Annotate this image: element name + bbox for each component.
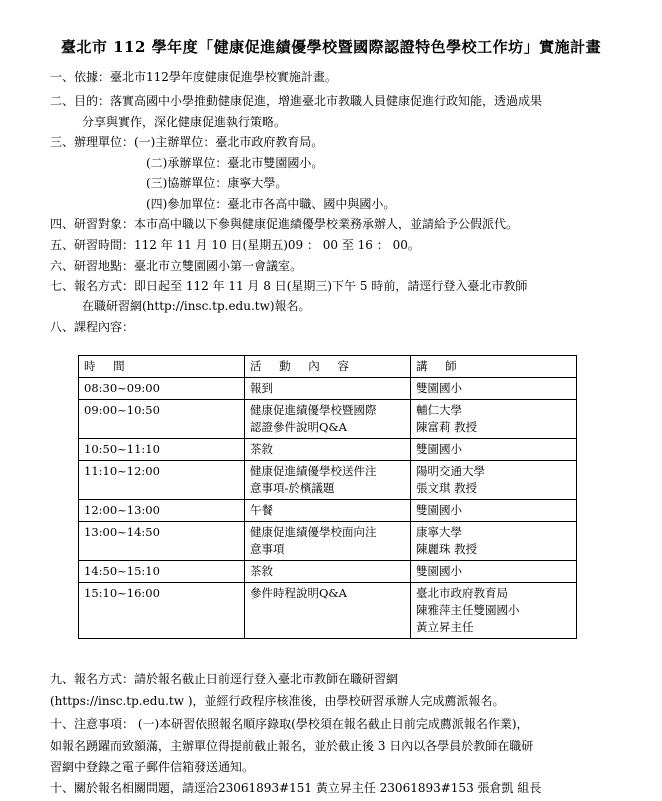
section-signup-line2: (https://insc.tp.edu.tw )，並經行政程序核准後，由學校研習承辦人完成薦派報名。 [50, 694, 505, 708]
schedule-speaker-line: 陳雅萍主任雙園國小 [416, 603, 520, 617]
schedule-time-cell [79, 461, 245, 500]
schedule-speaker-cell [411, 522, 577, 561]
schedule-activity-cell [245, 400, 411, 439]
section-purpose-line2: 分享與實作，深化健康促進執行策略。 [82, 115, 287, 129]
schedule-time: 10:50~11:10 [84, 442, 160, 456]
schedule-time-cell [79, 522, 245, 561]
section-attendees: 四、研習對象：本市高中職以下參與健康促進績優學校業務承辦人，並請給予公假派代。 [50, 217, 519, 231]
schedule-header-row [79, 356, 577, 378]
schedule-time: 11:10~12:00 [84, 464, 160, 478]
schedule-time: 14:50~15:10 [84, 564, 160, 578]
schedule-activity-line: 意事項-於檳議題 [250, 481, 335, 495]
schedule-speaker-cell [411, 439, 577, 461]
schedule-activity-line: 認證參件說明Q&A [250, 420, 347, 434]
schedule-activity-cell [245, 439, 411, 461]
schedule-time: 09:00~10:50 [84, 403, 160, 417]
schedule-speaker-line: 臺北市政府教育局 [416, 586, 508, 600]
schedule-activity-line: 報到 [250, 381, 273, 395]
document-title: 臺北市 112 學年度「健康促進績優學校暨國際認證特色學校工作坊」實施計畫 [60, 38, 602, 56]
table-row [79, 583, 577, 639]
schedule-activity-cell [245, 378, 411, 400]
table-row [79, 500, 577, 522]
schedule-time-cell [79, 378, 245, 400]
schedule-activity-line: 參件時程說明Q&A [250, 586, 347, 600]
schedule-activity-line: 健康促進績優學校暨國際 [250, 403, 377, 417]
schedule-activity-line: 茶敘 [250, 564, 273, 578]
schedule-speaker-cell [411, 400, 577, 439]
section-organizer: 三、辦理單位：(一)主辦單位：臺北市政府教育局。 [50, 135, 324, 149]
schedule-activity-cell [245, 561, 411, 583]
section-notes-line3: 習網中登錄之電子郵件信箱發送通知。 [50, 760, 255, 774]
section-course: 八、課程內容： [50, 320, 135, 334]
schedule-activity-line: 健康促進績優學校面向注 [250, 525, 377, 539]
schedule-speaker-line: 陽明交通大學 [416, 464, 485, 478]
schedule-speaker-cell [411, 583, 577, 639]
schedule-time-cell [79, 583, 245, 639]
section-time: 五、研習時間：112 年 11 月 10 日(星期五)09 ： 00 至 16 ： 00。 [50, 238, 420, 252]
section-notes-line1: 十、注意事項： (一)本研習依照報名順序錄取(學校須在報名截止日前完成薦派報名作業)， [50, 717, 529, 731]
schedule-activity-cell [245, 583, 411, 639]
section-signup-line1: 九、報名方式：請於報名截止日前逕行登入臺北市教師在職研習網 [50, 672, 399, 686]
header-speaker: 講 師 [411, 356, 577, 378]
schedule-time: 13:00~14:50 [84, 525, 160, 539]
table-row [79, 522, 577, 561]
schedule-time-cell [79, 500, 245, 522]
schedule-time-cell [79, 439, 245, 461]
schedule-speaker-cell [411, 561, 577, 583]
schedule-speaker-line: 陳麗珠 教授 [416, 542, 478, 556]
schedule-speaker-line: 雙園國小 [416, 564, 462, 578]
schedule-speaker-line: 雙園國小 [416, 503, 462, 517]
schedule-activity-cell [245, 461, 411, 500]
table-row [79, 561, 577, 583]
schedule-activity-line: 健康促進績優學校送件注 [250, 464, 377, 478]
schedule-time: 12:00~13:00 [84, 503, 160, 517]
table-row [79, 400, 577, 439]
section-registration-line2: 在職研習網(http://insc.tp.edu.tw)報名。 [82, 299, 311, 313]
schedule-activity-line: 茶敘 [250, 442, 273, 456]
section-registration-line1: 七、報名方式：即日起至 112 年 11 月 8 日(星期三)下午 5 時前，請逕行登入臺北市教師 [50, 279, 528, 293]
schedule-table [78, 355, 577, 639]
section-co-organizer: (三)協辦單位：康寧大學。 [146, 176, 288, 190]
schedule-speaker-cell [411, 461, 577, 500]
schedule-speaker-line: 康寧大學 [416, 525, 462, 539]
schedule-time-cell [79, 561, 245, 583]
schedule-speaker-line: 輔仁大學 [416, 403, 462, 417]
schedule-time: 08:30~09:00 [84, 381, 160, 395]
section-purpose-line1: 二、目的：落實高國中小學推動健康促進，增進臺北市教職人員健康促進行政知能，透過成果 [50, 94, 543, 108]
schedule-speaker-line: 雙園國小 [416, 442, 462, 456]
schedule-activity-cell [245, 500, 411, 522]
schedule-activity-cell [245, 522, 411, 561]
schedule-activity-line: 意事項 [250, 542, 285, 556]
section-notes-line2: 如報名踴躍而致額滿，主辦單位得提前截止報名，並於截止後 3 日內以各學員於教師在職研 [50, 739, 534, 753]
section-place: 六、研習地點：臺北市立雙園國小第一會議室。 [50, 259, 303, 273]
schedule-speaker-line: 陳富莉 教授 [416, 420, 478, 434]
table-row [79, 439, 577, 461]
table-row [79, 461, 577, 500]
section-contact: 十、關於報名相關問題，請逕洽23061893#151 黃立昇主任 23061893#153 張倉凱 組長 [50, 781, 542, 795]
schedule-speaker-cell [411, 378, 577, 400]
section-participant-units: (四)參加單位：臺北市各高中職、國中與國小。 [146, 197, 396, 211]
table-row [79, 378, 577, 400]
schedule-activity-line: 午餐 [250, 503, 273, 517]
header-activity: 活 動 內 容 [245, 356, 411, 378]
schedule-speaker-line: 黃立昇主任 [416, 620, 474, 634]
schedule-time: 15:10~16:00 [84, 586, 160, 600]
section-host: (二)承辦單位：臺北市雙園國小。 [146, 156, 324, 170]
schedule-time-cell [79, 400, 245, 439]
header-time: 時 間 [79, 356, 245, 378]
schedule-speaker-line: 雙園國小 [416, 381, 462, 395]
section-basis: 一、依據：臺北市112學年度健康促進學校實施計畫。 [50, 70, 337, 84]
schedule-speaker-cell [411, 500, 577, 522]
schedule-speaker-line: 張文琪 教授 [416, 481, 478, 495]
